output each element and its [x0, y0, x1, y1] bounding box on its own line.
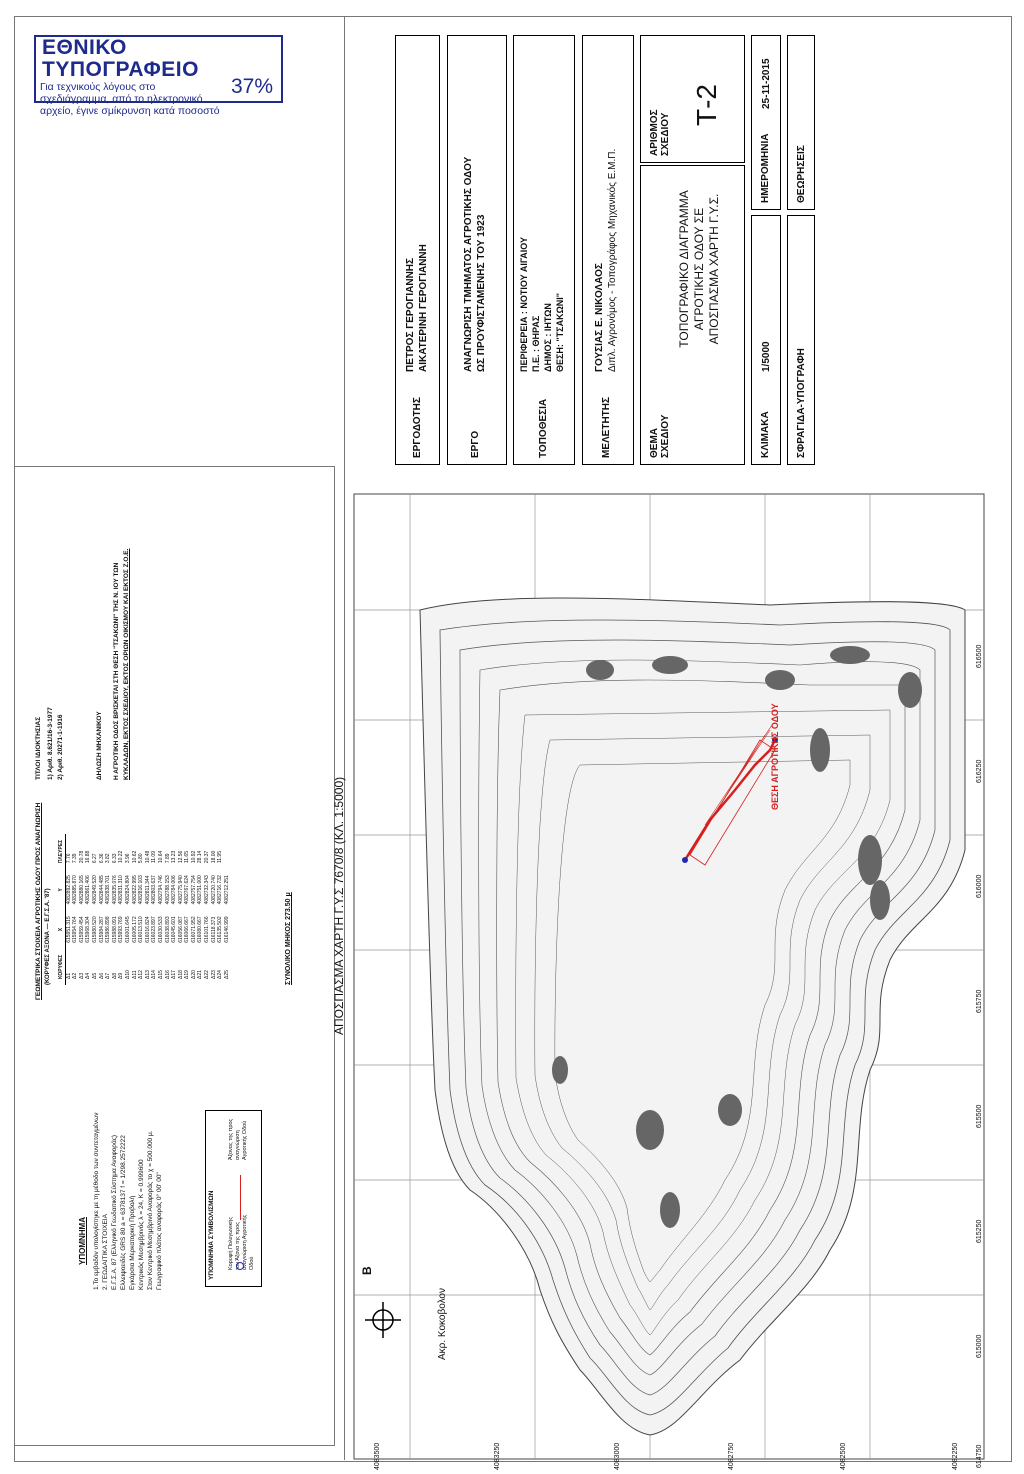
sfragida-row	[787, 215, 815, 465]
topothesia-label: ΤΟΠΟΘΕΣΙΑ	[538, 398, 549, 458]
x-tick-4: 615500	[976, 1104, 983, 1128]
stamp-title: ΕΘΝΙΚΟ ΤΥΠΟΓΡΑΦΕΙΟ	[42, 36, 199, 81]
table-cell: 3.96	[124, 853, 131, 864]
meletitis-row	[582, 35, 634, 465]
table-cell: 20.78	[78, 850, 85, 864]
arithmos-row	[640, 35, 745, 163]
ergo-2: ΩΣ ΠΡΟΥΦΙΣΤΑΜΕΝΗΣ ΤΟΥ 1923	[476, 214, 487, 372]
ergodotis-1: ΠΕΤΡΟΣ ΓΕΡΟΓΙΑΝΝΗΣ	[405, 257, 416, 372]
legend-line-6: Κεντρικός Μεσημβρινός λ = 24, Κ = 0.999600	[138, 1159, 145, 1290]
topothesia-1: ΠΕΡΙΦΕΡΕΙΑ : ΝΟΤΙΟΥ ΑΙΓΑΙΟΥ	[519, 237, 529, 372]
table-cell: 12.56	[177, 850, 184, 864]
table-cell: 616030.533	[157, 916, 164, 943]
topothesia-4: ΘΕΣΗ: "ΤΣΑΚΩΝΙ"	[555, 292, 565, 372]
y-tick-3: 4082750	[728, 1442, 735, 1470]
klimaka-value: 1/5000	[761, 341, 772, 372]
table-cell: 4082824.804	[124, 875, 131, 905]
table-cell: Δ18	[177, 970, 184, 979]
thema-label: ΘΕΜΑ ΣΧΕΔΙΟΥ	[649, 414, 671, 458]
title-block	[395, 35, 815, 465]
thema-1: ΤΟΠΟΓΡΑΦΙΚΟ ΔΙΑΓΡΑΜΜΑ	[677, 190, 691, 348]
theoriseis-label: ΘΕΩΡΗΣΕΙΣ	[796, 145, 807, 203]
table-cell: 4082720.740	[210, 875, 217, 905]
table-row	[151, 834, 158, 985]
arithmos-value: Τ-2	[691, 84, 722, 126]
imerominia-value: 25-11-2015	[761, 58, 772, 109]
table-cell: 4082844.485	[98, 875, 105, 905]
theoriseis-row	[787, 35, 815, 210]
table-cell: 4082835.076	[111, 875, 118, 905]
symbols-title: ΥΠΟΜΝΗΜΑ ΣΥΜΒΟΛΙΣΜΩΝ	[208, 1190, 215, 1280]
x-tick-5: 615750	[976, 989, 983, 1013]
table-cell: 616023.897	[151, 916, 158, 943]
table-row	[224, 834, 231, 985]
symbol-2-text: Άξονας της προς αναγνώριση Αγροτικής Οδού	[228, 1118, 248, 1160]
table-subtitle: (ΚΟΡΥΦΕΣ ΑΞΟΝΑ — Ε.Γ.Σ.Α. '87)	[45, 888, 51, 985]
table-header-cell: Y	[58, 869, 65, 910]
table-cell: Δ3	[78, 972, 85, 979]
arithmos-label: ΑΡΙΘΜΟΣ ΣΧΕΔΙΟΥ	[649, 109, 671, 156]
table-cell: 4082757.754	[190, 875, 197, 905]
x-tick-2: 615000	[976, 1334, 983, 1358]
table-cell: 6.27	[91, 853, 98, 864]
table-cell: 6.36	[98, 853, 105, 864]
table-cell: 615993.769	[118, 916, 125, 943]
table-cell: 4082849.520	[91, 875, 98, 905]
table-cell: 3.82	[105, 853, 112, 864]
table-cell: Δ14	[151, 970, 158, 979]
ergo-1: ΑΝΑΓΝΩΡΙΣΗ ΤΜΗΜΑΤΟΣ ΑΓΡΟΤΙΚΗΣ ΟΔΟΥ	[463, 156, 474, 372]
map-title: ΑΠΟΣΠΑΣΜΑ ΧΑΡΤΗ Γ.Υ.Σ 7670/8 (ΚΛ. 1:5000)	[332, 776, 346, 1035]
table-row	[145, 834, 152, 985]
table-cell: 4082880.165	[78, 875, 85, 905]
table-cell: 7.39	[72, 853, 79, 864]
titles-heading: ΤΙΤΛΟΙ ΙΔΙΟΚΤΗΣΙΑΣ	[35, 716, 42, 780]
table-row	[79, 834, 86, 985]
table-cell: Δ11	[131, 970, 138, 979]
table-cell: 615988.091	[111, 916, 118, 943]
table-cell: 7.89	[164, 853, 171, 864]
table-cell: 16.88	[85, 850, 92, 864]
table-cell	[224, 834, 231, 869]
legend-title: ΥΠΟΜΝΗΜΑ	[78, 1217, 87, 1265]
table-cell: Δ23	[210, 970, 217, 979]
table-header-row	[58, 834, 65, 985]
ergo-label: ΕΡΓΟ	[470, 430, 481, 458]
legend-line-7: Στον Κεντρικό Μεσημβρινό Αναφοράς το χ = 500.000 μ.	[147, 1130, 154, 1290]
table-header-cell: ΚΟΡΥΦΕΣ	[58, 949, 65, 985]
table-row	[197, 834, 204, 985]
table-cell: Δ8	[111, 972, 118, 979]
x-tick-1: 614750	[976, 1444, 983, 1468]
y-tick-4: 4083000	[614, 1442, 621, 1470]
meletitis-2: Διπλ. Αγρονόμος - Τοπογράφος Μηχανικός Ε.Μ.Π.	[607, 148, 618, 372]
table-row	[105, 834, 112, 985]
table-cell: 20.37	[204, 850, 211, 864]
table-cell: 615951.315	[65, 916, 72, 943]
table-total: ΣΥΝΟΛΙΚΟ ΜΗΚΟΣ 273.50 μ	[285, 892, 292, 985]
ergo-row	[447, 35, 507, 465]
table-row	[211, 834, 218, 985]
table-row	[65, 834, 72, 985]
table-cell: 10.62	[131, 850, 138, 864]
table-cell: 11.65	[184, 851, 191, 864]
table-row	[118, 834, 125, 985]
table-cell: Δ7	[105, 972, 112, 979]
table-cell: 615968.304	[85, 916, 92, 943]
table-cell: 615986.898	[105, 916, 112, 943]
table-cell: 616005.172	[131, 916, 138, 943]
table-title: ΓΕΩΜΕΤΡΙΚΑ ΣΤΟΙΧΕΙΑ ΑΓΡΟΤΙΚΗΣ ΟΔΟΥ ΠΡΟΣ ΑΝΑΓΝΩΡΙΣΗ	[35, 802, 42, 1000]
table-cell: 28.14	[197, 850, 204, 864]
table-cell: 616146.999	[223, 916, 230, 943]
table-cell: Δ16	[164, 970, 171, 979]
table-row	[112, 834, 119, 985]
table-cell: 4082767.624	[184, 875, 191, 905]
table-cell: Δ19	[184, 970, 191, 979]
symbol-1-text: Κορυφή Πολυγωνικής του Άξονα της προς αναγνώριση Αγροτικής Οδού	[228, 1214, 255, 1270]
y-tick-6: 4083500	[374, 1442, 381, 1470]
table-row	[132, 834, 139, 985]
table-row	[171, 834, 178, 985]
table-header-cell: ΠΛΕΥΡΕΣ	[58, 834, 65, 869]
table-cell: 4082811.344	[144, 875, 151, 905]
table-cell: 4082784.006	[171, 875, 178, 905]
table-cell: 4082838.701	[105, 875, 112, 905]
topothesia-2: Π.Ε. : ΘΗΡΑΣ	[531, 315, 541, 372]
table-cell: 7.76	[65, 853, 72, 864]
symbol-road-line	[240, 1175, 241, 1220]
y-tick-1: 4082250	[952, 1442, 959, 1470]
table-cell: Δ12	[138, 970, 145, 979]
table-cell: Δ17	[171, 970, 178, 979]
coordinates-table	[58, 834, 230, 985]
x-tick-7: 616250	[976, 759, 983, 783]
table-cell: 4082712.251	[223, 875, 230, 905]
table-cell: 4082803.637	[151, 875, 158, 905]
declaration-line-1: Η ΑΓΡΟΤΙΚΗ ΟΔΟΣ ΒΡΙΣΚΕΤΑΙ ΣΤΗ ΘΕΣΗ "ΤΣΑΚΩΝΙ" ΤΗΣ Ν. ΙΟΥ ΤΩΝ	[113, 562, 120, 780]
y-tick-2: 4082500	[840, 1442, 847, 1470]
table-cell: 5.80	[138, 853, 145, 864]
table-cell: Δ4	[85, 972, 92, 979]
table-cell: Δ1	[65, 972, 72, 979]
table-cell: 616101.766	[204, 916, 211, 943]
meletitis-1: ΓΟΥΣΙΑΣ Ε. ΝΙΚΟΛΑΟΣ	[594, 263, 605, 372]
table-cell: 4082892.825	[65, 875, 72, 905]
table-cell: 4082861.406	[85, 875, 92, 905]
topothesia-row	[513, 35, 575, 465]
table-row	[85, 834, 92, 985]
table-cell: 616071.952	[190, 916, 197, 943]
map-north-label: Β	[360, 1266, 374, 1275]
table-cell: 4082775.940	[177, 875, 184, 905]
table-cell: 10.48	[144, 850, 151, 864]
table-cell: 615984.287	[98, 916, 105, 943]
printing-office-stamp	[34, 35, 283, 117]
table-cell: 4082885.870	[72, 875, 79, 905]
table-row	[191, 834, 198, 985]
table-cell: 616016.824	[144, 916, 151, 943]
x-tick-6: 616000	[976, 874, 983, 898]
table-cell: Δ24	[217, 970, 224, 979]
table-cell: 4082831.310	[118, 875, 125, 905]
table-cell: 10.22	[118, 850, 125, 864]
table-cell: 616045.601	[171, 916, 178, 943]
ergodotis-row	[395, 35, 440, 465]
table-row	[178, 834, 185, 985]
table-cell: Δ25	[223, 970, 230, 979]
table-cell: 616118.373	[210, 916, 217, 943]
table-cell: Δ9	[118, 972, 125, 979]
table-cell: 6.33	[111, 853, 118, 864]
legend-line-5: Εγκάρσια Μερκατορική Προβολή	[129, 1195, 136, 1290]
declaration-line-2: ΚΥΚΛΑΔΩΝ, ΕΚΤΟΣ ΣΧΕΔΙΟΥ, ΕΚΤΟΣ ΟΡΙΩΝ ΟΙΚΙΣΜΟΥ ΚΑΙ ΕΚΤΟΣ Ζ.Ο.Ε.	[123, 548, 130, 780]
table-row	[138, 834, 145, 985]
road-label: ΘΕΣΗ ΑΓΡΟΤΙΚΗΣ ΟΔΟΥ	[770, 703, 780, 810]
titles-line-2: 2) Αριθ. 20271-1-1916	[57, 714, 64, 780]
legend-line-8: Γεωγραφικό πλάτος αναφοράς 0° 00' 00"	[156, 1172, 163, 1290]
table-cell: 616066.667	[184, 916, 191, 943]
table-cell: Δ6	[98, 972, 105, 979]
thema-2: ΑΓΡΟΤΙΚΗΣ ΟΔΟΥ ΣΕ	[692, 207, 706, 331]
table-row	[125, 834, 132, 985]
table-cell: 616056.087	[177, 916, 184, 943]
y-tick-5: 4083250	[494, 1442, 501, 1470]
table-cell: 616001.645	[124, 916, 131, 943]
stamp-percent: 37%	[230, 75, 273, 98]
table-row	[204, 834, 211, 985]
table-cell: 616013.510	[138, 916, 145, 943]
table-cell: Δ5	[91, 972, 98, 979]
klimaka-label: ΚΛΙΜΑΚΑ	[760, 411, 771, 458]
table-cell: 615959.454	[78, 916, 85, 943]
coords-table-grid	[58, 834, 230, 985]
x-tick-8: 616500	[976, 644, 983, 668]
place-label: Ακρ. Κοκοβολον	[437, 1288, 448, 1360]
table-cell: 4082732.343	[204, 875, 211, 905]
thema-3: ΑΠΟΣΠΑΣΜΑ ΧΑΡΤΗ Γ.Υ.Σ.	[707, 193, 721, 345]
table-cell: Δ20	[190, 970, 197, 979]
table-cell: 4082794.746	[157, 875, 164, 905]
titles-line-1: 1) Αριθ. 8.621/16-3-1977	[47, 707, 54, 780]
table-cell: 11.09	[151, 851, 158, 864]
table-cell: 10.64	[157, 850, 164, 864]
table-cell: 616038.893	[164, 916, 171, 943]
table-cell: Δ21	[197, 970, 204, 979]
table-cell: 13.23	[171, 850, 178, 864]
meletitis-label: ΜΕΛΕΤΗΤΗΣ	[601, 396, 612, 458]
table-cell: Δ22	[204, 970, 211, 979]
x-tick-3: 615250	[976, 1219, 983, 1243]
table-row	[217, 834, 224, 985]
table-cell: 4082716.732	[217, 875, 224, 905]
table-row	[72, 834, 79, 985]
stamp-text: Για τεχνικούς λόγους στο σχεδιάγραμμα, από το ηλεκτρονικό αρχείο, έγινε σμίκρυνση κατά ποσοστό	[40, 81, 220, 117]
legend-line-2: 2. ΓΕΩΔΑΙΤΙΚΑ ΣΤΟΙΧΕΙΑ	[102, 1214, 109, 1290]
table-cell: Δ2	[72, 972, 79, 979]
ergodotis-2: ΑΙΚΑΤΕΡΙΝΗ ΓΕΡΟΓΙΑΝΝΗ	[418, 244, 429, 372]
table-row	[92, 834, 99, 985]
table-cell: 615980.520	[91, 916, 98, 943]
klimaka-row	[751, 215, 781, 465]
table-cell: 11.95	[217, 851, 224, 864]
table-cell: Δ15	[157, 970, 164, 979]
table-cell: Δ13	[144, 970, 151, 979]
legend-line-1: 1.Το εμβαδόν υπολογίστηκε με τη μέθοδο των συντεταγμένων	[93, 1112, 100, 1290]
table-row	[99, 834, 106, 985]
imerominia-label: ΗΜΕΡΟΜΗΝΙΑ	[760, 133, 771, 203]
table-row	[184, 834, 191, 985]
table-row	[158, 834, 165, 985]
table-cell: 4082788.153	[164, 875, 171, 905]
imerominia-row	[751, 35, 781, 210]
table-cell: 18.00	[210, 850, 217, 864]
sfragida-label: ΣΦΡΑΓΙΔΑ-ΥΠΟΓΡΑΦΗ	[796, 348, 807, 458]
symbol-vertex-icon	[236, 1262, 244, 1270]
legend-line-3: Ε.Γ.Σ.Α. 87 (Ελληνικό Γεωδαιτικό Σύστημα Αναφοράς)	[111, 1134, 118, 1290]
declaration-heading: ΔΗΛΩΣΗ ΜΗΧΑΝΙΚΟΥ	[96, 711, 103, 780]
table-cell: 4082816.103	[138, 875, 145, 905]
topothesia-3: ΔΗΜΟΣ : ΙΗΤΩΝ	[543, 303, 553, 372]
table-row	[165, 834, 172, 985]
ergodotis-label: ΕΡΓΟΔΟΤΗΣ	[412, 397, 423, 458]
table-header-cell: X	[58, 910, 65, 948]
thema-row	[640, 165, 745, 465]
table-cell: 4082822.995	[131, 875, 138, 905]
table-cell: 4082751.000	[197, 875, 204, 905]
table-cell: 10.92	[190, 850, 197, 864]
table-cell: 616080.667	[197, 916, 204, 943]
table-cell: 615954.764	[72, 916, 79, 943]
legend-line-4: Ελλειψοειδές GRS 80 a = 6378137 f = 1/298.2572222	[120, 1135, 127, 1290]
table-cell: 616135.502	[217, 916, 224, 943]
table-cell: Δ10	[124, 970, 131, 979]
